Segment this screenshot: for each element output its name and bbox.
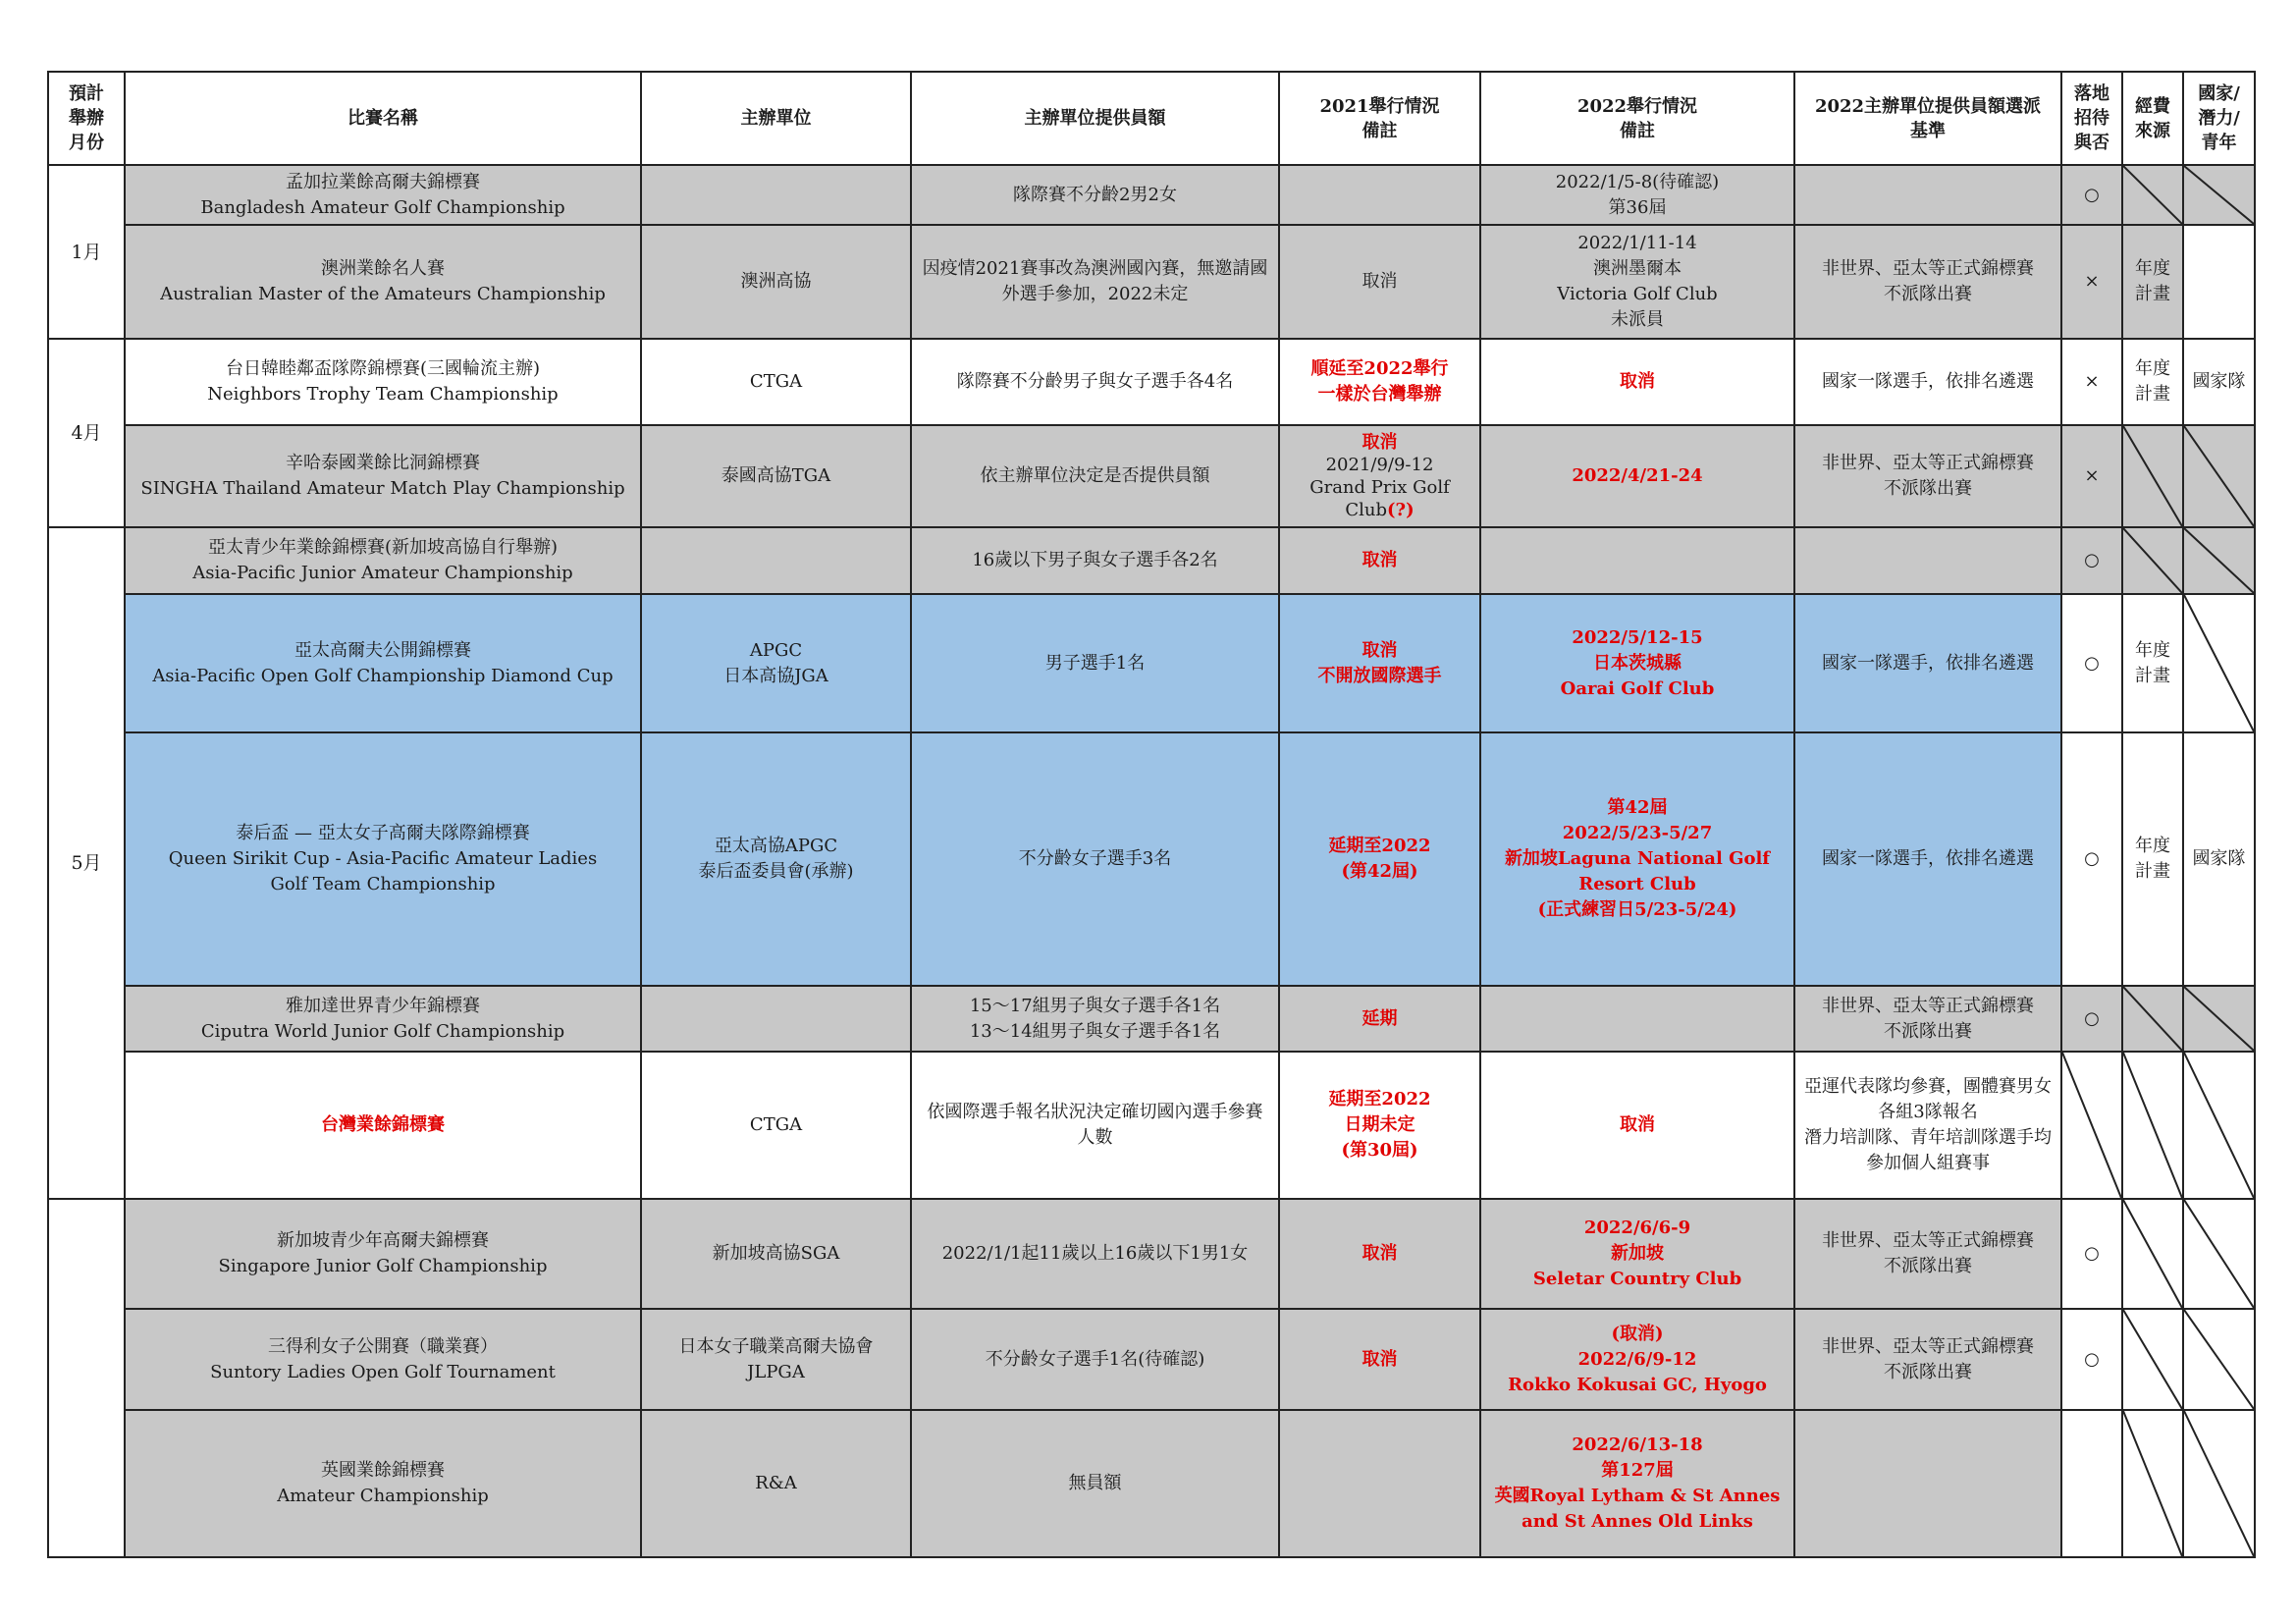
header-criteria: 2022主辦單位提供員額選派 基準 <box>1794 72 2061 165</box>
table-row <box>48 1052 2255 1199</box>
organizer: R&A <box>641 1410 911 1557</box>
quota: 依主辦單位決定是否提供員額 <box>911 425 1279 527</box>
quota: 不分齡女子選手1名(待確認) <box>911 1309 1279 1410</box>
month-jan: 1月 <box>48 165 125 339</box>
criteria <box>1794 1410 2061 1557</box>
funding-source: 年度 計畫 <box>2122 732 2183 986</box>
hosting-mark: × <box>2061 339 2122 425</box>
organizer: 新加坡高協SGA <box>641 1199 911 1309</box>
status-2022: 2022/4/21-24 <box>1480 425 1794 527</box>
quota: 15～17組男子與女子選手各1名 13～14組男子與女子選手各1名 <box>911 986 1279 1052</box>
competition-name: 台灣業餘錦標賽 <box>125 1052 641 1199</box>
criteria: 非世界、亞太等正式錦標賽 不派隊出賽 <box>1794 425 2061 527</box>
table-row <box>48 225 2255 339</box>
competition-name: 亞太青少年業餘錦標賽(新加坡高協自行舉辦) Asia-Pacific Junior Amateur Championship <box>125 527 641 594</box>
table-row <box>48 594 2255 732</box>
quota: 依國際選手報名狀況決定確切國內選手參賽人數 <box>911 1052 1279 1199</box>
table-row <box>48 527 2255 594</box>
funding-empty-diagonal <box>2122 986 2183 1052</box>
funding-empty-diagonal <box>2122 1309 2183 1410</box>
status-2021 <box>1279 1410 1480 1557</box>
team-empty-diagonal <box>2183 527 2255 594</box>
status-2022: 2022/5/12-15 日本茨城縣 Oarai Golf Club <box>1480 594 1794 732</box>
status-2022: 2022/1/11-14 澳洲墨爾本 Victoria Golf Club 未派員 <box>1480 225 1794 339</box>
competition-name: 澳洲業餘名人賽 Australian Master of the Amateurs Championship <box>125 225 641 339</box>
status-2021-detail: 2021/9/9-12 Grand Prix Golf Club <box>1309 455 1450 520</box>
organizer: CTGA <box>641 1052 911 1199</box>
status-2022 <box>1480 986 1794 1052</box>
hosting-mark: ○ <box>2061 732 2122 986</box>
status-2021: 取消 <box>1279 1199 1480 1309</box>
quota: 2022/1/1起11歲以上16歲以下1男1女 <box>911 1199 1279 1309</box>
hosting-mark: ○ <box>2061 1199 2122 1309</box>
status-2021: 延期至2022 日期未定 (第30屆) <box>1279 1052 1480 1199</box>
team-empty-diagonal <box>2183 1309 2255 1410</box>
month-apr: 4月 <box>48 339 125 527</box>
status-2021-cancel: 取消 <box>1362 432 1398 453</box>
funding-empty-diagonal <box>2122 425 2183 527</box>
organizer <box>641 986 911 1052</box>
status-2022: 取消 <box>1480 339 1794 425</box>
criteria: 非世界、亞太等正式錦標賽 不派隊出賽 <box>1794 1199 2061 1309</box>
funding-empty-diagonal <box>2122 527 2183 594</box>
team-empty-diagonal <box>2183 594 2255 732</box>
status-2022: (取消) 2022/6/9-12 Rokko Kokusai GC, Hyogo <box>1480 1309 1794 1410</box>
month-may: 5月 <box>48 527 125 1199</box>
table-row <box>48 165 2255 225</box>
header-organizer: 主辦單位 <box>641 72 911 165</box>
team-type <box>2183 225 2255 339</box>
quota: 因疫情2021賽事改為澳洲國內賽，無邀請國外選手參加，2022未定 <box>911 225 1279 339</box>
table-row <box>48 732 2255 986</box>
hosting-mark: ○ <box>2061 527 2122 594</box>
month-jun <box>48 1199 125 1557</box>
hosting-mark: ○ <box>2061 1309 2122 1410</box>
hosting-mark: × <box>2061 225 2122 339</box>
criteria: 國家一隊選手，依排名遴選 <box>1794 339 2061 425</box>
status-2021: 取消 <box>1279 527 1480 594</box>
quota: 隊際賽不分齡2男2女 <box>911 165 1279 225</box>
team-empty-diagonal <box>2183 1410 2255 1557</box>
header-status-2022: 2022舉行情況 備註 <box>1480 72 1794 165</box>
status-2022: 第42屆 2022/5/23-5/27 新加坡Laguna National Golf Resort Club (正式練習日5/23-5/24) <box>1480 732 1794 986</box>
competition-schedule-table <box>47 71 2256 1558</box>
criteria: 國家一隊選手，依排名遴選 <box>1794 732 2061 986</box>
status-2022: 2022/6/13-18 第127屆 英國Royal Lytham & St Annes and St Annes Old Links <box>1480 1410 1794 1557</box>
funding-source: 年度 計畫 <box>2122 339 2183 425</box>
funding-empty-diagonal <box>2122 165 2183 225</box>
funding-empty-diagonal <box>2122 1199 2183 1309</box>
funding-source: 年度 計畫 <box>2122 594 2183 732</box>
team-type: 國家隊 <box>2183 732 2255 986</box>
status-2022 <box>1480 527 1794 594</box>
table-row <box>48 1309 2255 1410</box>
quota: 不分齡女子選手3名 <box>911 732 1279 986</box>
competition-name: 三得利女子公開賽（職業賽） Suntory Ladies Open Golf Tournament <box>125 1309 641 1410</box>
table-row <box>48 425 2255 527</box>
status-2021: 順延至2022舉行 一樣於台灣舉辦 <box>1279 339 1480 425</box>
competition-name: 辛哈泰國業餘比洞錦標賽 SINGHA Thailand Amateur Match Play Championship <box>125 425 641 527</box>
status-2021: 取消 不開放國際選手 <box>1279 594 1480 732</box>
quota: 男子選手1名 <box>911 594 1279 732</box>
hosting-mark: ○ <box>2061 165 2122 225</box>
criteria: 非世界、亞太等正式錦標賽 不派隊出賽 <box>1794 225 2061 339</box>
criteria <box>1794 165 2061 225</box>
funding-empty-diagonal <box>2122 1410 2183 1557</box>
schedule-sheet <box>47 71 2256 1558</box>
table-row <box>48 339 2255 425</box>
status-2022: 取消 <box>1480 1052 1794 1199</box>
competition-name: 新加坡青少年高爾夫錦標賽 Singapore Junior Golf Championship <box>125 1199 641 1309</box>
organizer: 日本女子職業高爾夫協會 JLPGA <box>641 1309 911 1410</box>
criteria: 亞運代表隊均參賽，團體賽男女各組3隊報名 潛力培訓隊、青年培訓隊選手均參加個人組賽事 <box>1794 1052 2061 1199</box>
status-2021: 延期至2022 (第42屆) <box>1279 732 1480 986</box>
team-type: 國家隊 <box>2183 339 2255 425</box>
table-row <box>48 986 2255 1052</box>
status-2021-question: (?) <box>1387 500 1415 520</box>
team-empty-diagonal <box>2183 986 2255 1052</box>
status-2021: 取消 <box>1279 1309 1480 1410</box>
competition-name: 亞太高爾夫公開錦標賽 Asia-Pacific Open Golf Championship Diamond Cup <box>125 594 641 732</box>
competition-name: 孟加拉業餘高爾夫錦標賽 Bangladesh Amateur Golf Championship <box>125 165 641 225</box>
competition-name: 雅加達世界青少年錦標賽 Ciputra World Junior Golf Championship <box>125 986 641 1052</box>
status-2021: 延期 <box>1279 986 1480 1052</box>
criteria: 國家一隊選手，依排名遴選 <box>1794 594 2061 732</box>
team-empty-diagonal <box>2183 165 2255 225</box>
table-row <box>48 1410 2255 1557</box>
criteria: 非世界、亞太等正式錦標賽 不派隊出賽 <box>1794 1309 2061 1410</box>
hosting-empty <box>2061 1410 2122 1557</box>
header-month: 預計 舉辦 月份 <box>48 72 125 165</box>
header-hosting: 落地 招待 與否 <box>2061 72 2122 165</box>
hosting-mark: ○ <box>2061 594 2122 732</box>
team-empty-diagonal <box>2183 1199 2255 1309</box>
organizer <box>641 165 911 225</box>
organizer <box>641 527 911 594</box>
status-2021 <box>1279 425 1480 527</box>
header-team: 國家/ 潛力/ 青年 <box>2183 72 2255 165</box>
organizer: 澳洲高協 <box>641 225 911 339</box>
status-2022: 2022/6/6-9 新加坡 Seletar Country Club <box>1480 1199 1794 1309</box>
status-2021 <box>1279 165 1480 225</box>
quota: 隊際賽不分齡男子與女子選手各4名 <box>911 339 1279 425</box>
organizer: CTGA <box>641 339 911 425</box>
competition-name: 英國業餘錦標賽 Amateur Championship <box>125 1410 641 1557</box>
organizer: APGC 日本高協JGA <box>641 594 911 732</box>
status-2021: 取消 <box>1279 225 1480 339</box>
funding-empty-diagonal <box>2122 1052 2183 1199</box>
team-empty-diagonal <box>2183 425 2255 527</box>
quota: 無員額 <box>911 1410 1279 1557</box>
hosting-mark: ○ <box>2061 986 2122 1052</box>
hosting-empty-diagonal <box>2061 1052 2122 1199</box>
header-status-2021: 2021舉行情況 備註 <box>1279 72 1480 165</box>
status-2022: 2022/1/5-8(待確認) 第36屆 <box>1480 165 1794 225</box>
funding-source: 年度 計畫 <box>2122 225 2183 339</box>
team-empty-diagonal <box>2183 1052 2255 1199</box>
competition-name: 泰后盃 — 亞太女子高爾夫隊際錦標賽 Queen Sirikit Cup - Asia-Pacific Amateur Ladies Golf Team Championship <box>125 732 641 986</box>
quota: 16歲以下男子與女子選手各2名 <box>911 527 1279 594</box>
table-row <box>48 1199 2255 1309</box>
competition-name: 台日韓睦鄰盃隊際錦標賽(三國輪流主辦) Neighbors Trophy Team Championship <box>125 339 641 425</box>
header-funding: 經費 來源 <box>2122 72 2183 165</box>
header-name: 比賽名稱 <box>125 72 641 165</box>
criteria: 非世界、亞太等正式錦標賽 不派隊出賽 <box>1794 986 2061 1052</box>
header-quota: 主辦單位提供員額 <box>911 72 1279 165</box>
criteria <box>1794 527 2061 594</box>
hosting-mark: × <box>2061 425 2122 527</box>
organizer: 亞太高協APGC 泰后盃委員會(承辦) <box>641 732 911 986</box>
header-row <box>48 72 2255 165</box>
organizer: 泰國高協TGA <box>641 425 911 527</box>
